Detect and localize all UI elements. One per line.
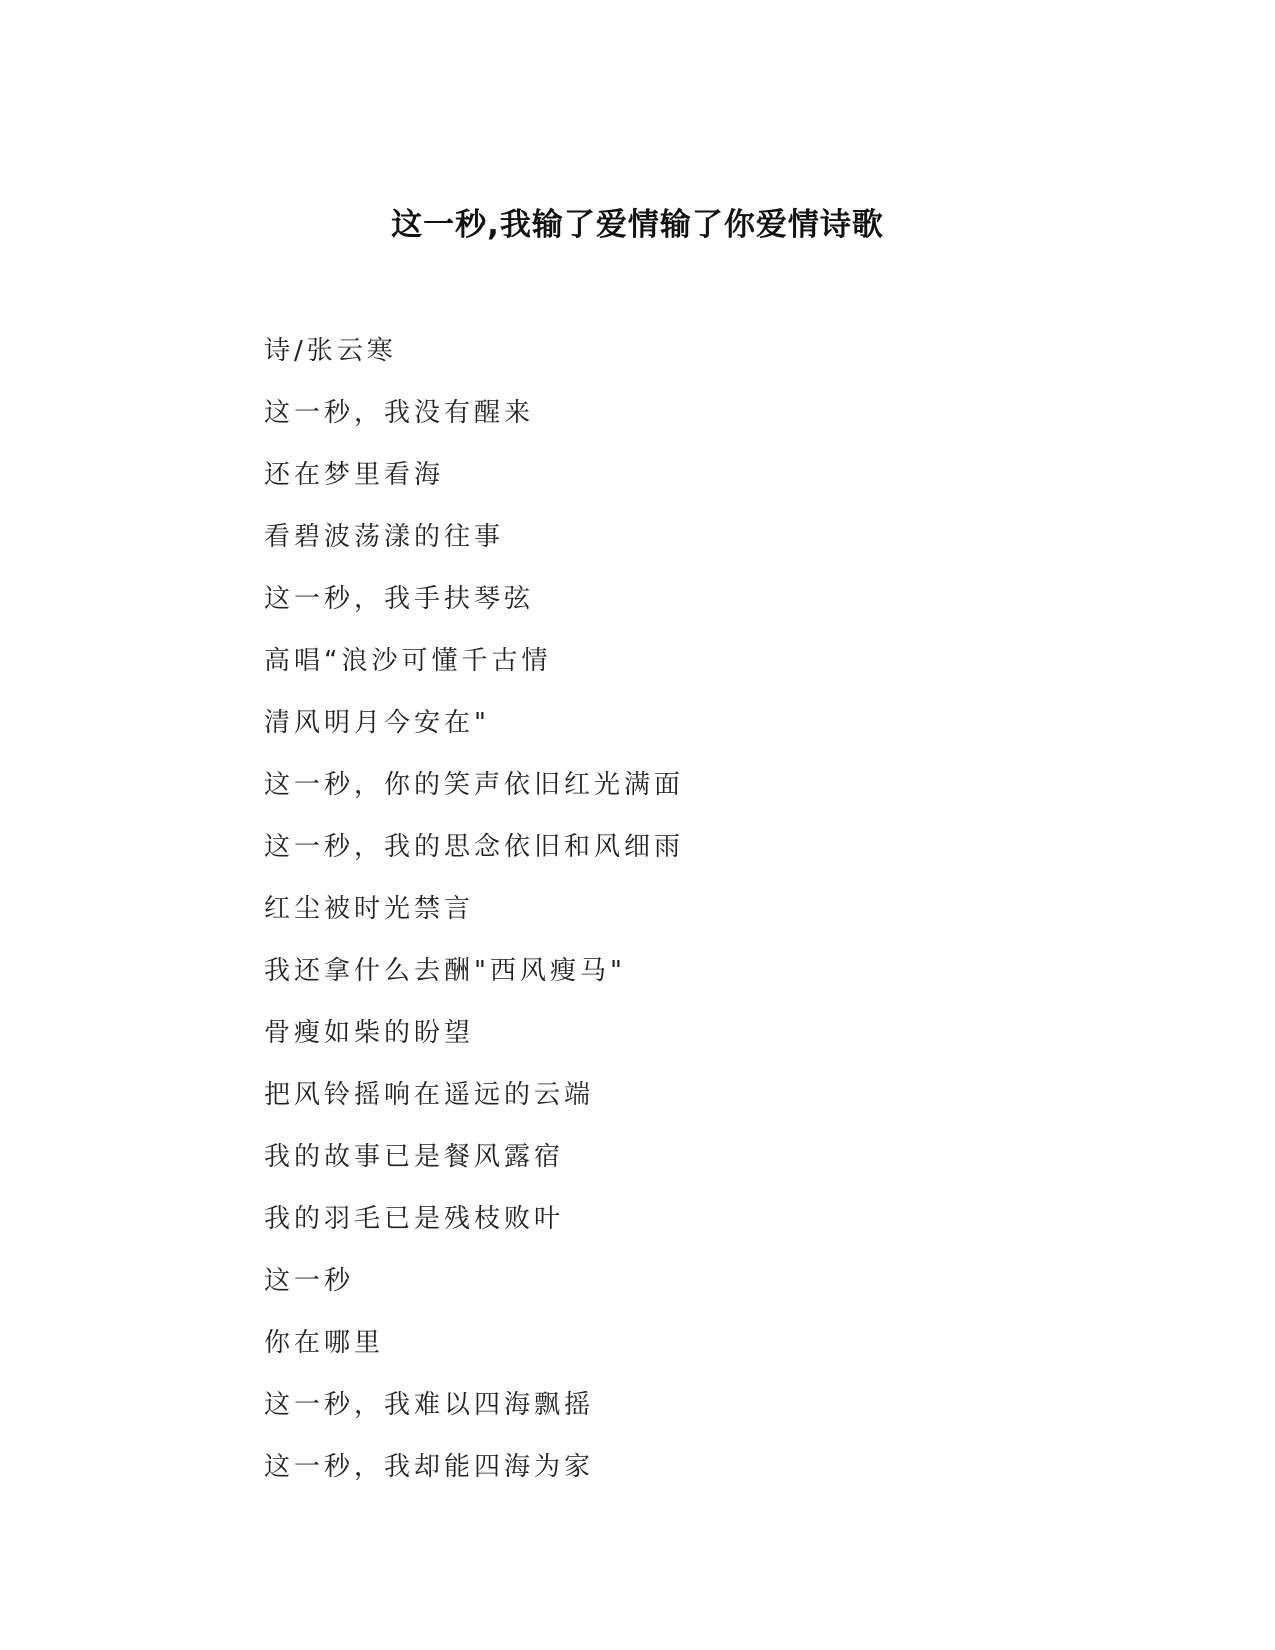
poem-line: 看碧波荡漾的往事 xyxy=(264,522,505,552)
poem-line: 红尘被时光禁言 xyxy=(264,894,475,924)
poem-line: 这一秒 xyxy=(264,1266,355,1296)
poem-line: 我的故事已是餐风露宿 xyxy=(264,1142,565,1172)
poem-line: 我还拿什么去酬"西风瘦马" xyxy=(264,956,626,986)
poem-line: 这一秒，我没有醒来 xyxy=(264,398,535,428)
poem-line: 你在哪里 xyxy=(264,1328,385,1358)
poem-line: 还在梦里看海 xyxy=(264,460,445,490)
poem-line: 高唱“浪沙可懂千古情 xyxy=(264,646,552,676)
poem-line: 我的羽毛已是残枝败叶 xyxy=(264,1204,565,1234)
poem-line: 这一秒，我的思念依旧和风细雨 xyxy=(264,832,685,862)
poem-line: 骨瘦如柴的盼望 xyxy=(264,1018,475,1048)
poem-line: 这一秒，我难以四海飘摇 xyxy=(264,1390,595,1420)
poem-line: 把风铃摇响在遥远的云端 xyxy=(264,1080,595,1110)
poem-author-line: 诗/张云寒 xyxy=(264,336,397,366)
poem-line: 这一秒，我却能四海为家 xyxy=(264,1452,595,1482)
document-title: 这一秒,我输了爱情输了你爱情诗歌 xyxy=(391,207,884,243)
poem-line: 清风明月今安在" xyxy=(264,708,490,738)
poem-body xyxy=(264,331,1024,1509)
poem-line: 这一秒，我手扶琴弦 xyxy=(264,584,535,614)
poem-line: 这一秒，你的笑声依旧红光满面 xyxy=(264,770,685,800)
